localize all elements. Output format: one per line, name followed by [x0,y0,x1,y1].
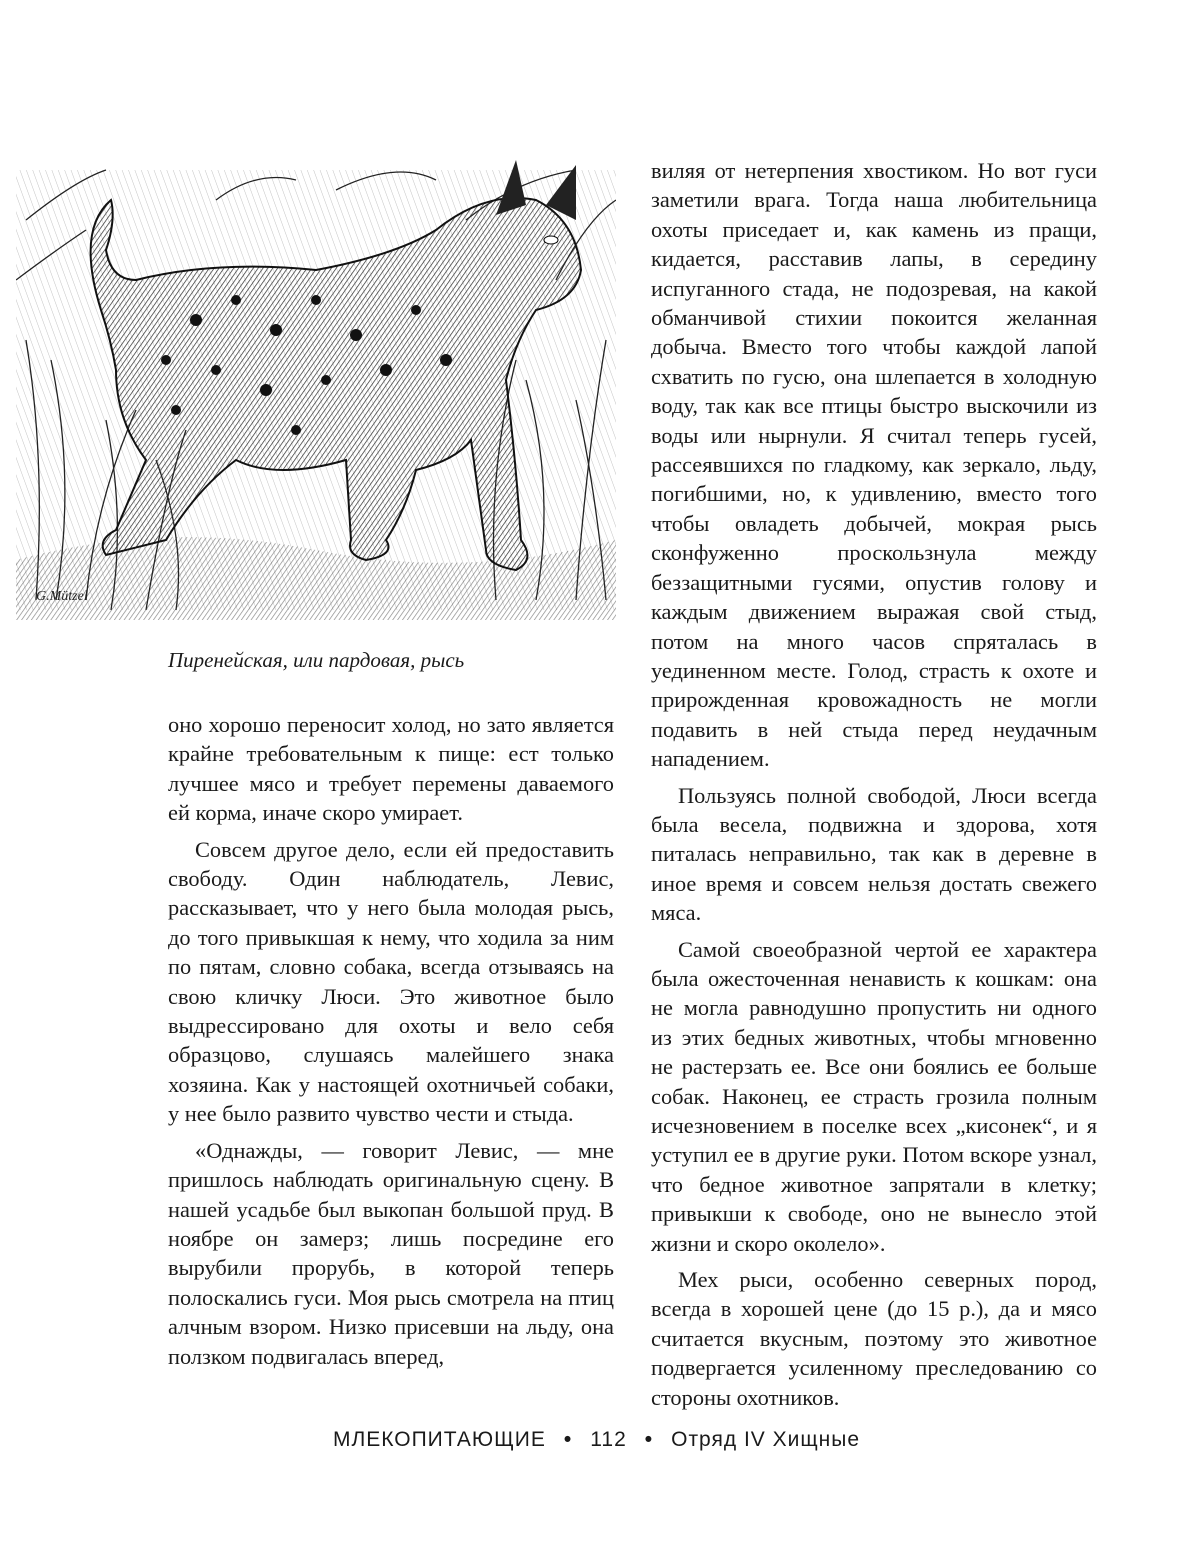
lynx-engraving [16,160,616,620]
figure-caption: Пиренейская, или пардовая, рысь [168,648,465,672]
left-column [168,710,614,1378]
paragraph: Совсем другое дело, если ей предоставить свободу. Один наблюдатель, Левис, рассказывает, что у него была молодая рысь, до того привыкшая к нему, что ходила за ним по пятам, словно собака, всегда отзываясь на свою кличку Люси. Это животное было выдрессировано для охоты и вело себя образцово, слушаясь малейшего знака хозяина. Как у настоящей охотничьей собаки, у нее было развито чувство чести и стыда. [168,836,614,1127]
section-title: МЛЕКОПИТАЮЩИЕ [332,1428,546,1451]
separator-dot: • [644,1428,654,1451]
page-footer [0,1428,1193,1452]
paragraph: «Однажды, — говорит Левис, — мне пришлось наблюдать оригинальную сцену. В нашей усадьбе был выкопан большой пруд. В ноябре он замерз; лишь посредине его вырубили прорубь, в которой теперь полоскались гуси. Моя рысь смотрела на птиц алчным взором. Низко присевши на льду, она ползком подвигалась вперед, [168,1137,614,1369]
paragraph: оно хорошо переносит холод, но зато является крайне требовательным к пище: ест только лучшее мясо и требует перемены даваемого ей корма, иначе скоро умирает. [168,712,614,826]
separator-dot: • [563,1428,573,1451]
page-number: 112 [590,1428,627,1451]
paragraph: Пользуясь полной свободой, Люси всегда была весела, подвижна и здорова, хотя питалась неправильно, так как в деревне в иное время и совсем нельзя достать свежего мяса. [651,782,1097,926]
paragraph: Самой своеобразной чертой ее характера была ожесточенная ненависть к кошкам: она не могла равнодушно пропустить ни одного из этих бедных животных, чтобы мгновенно не растерзать ее. Все они боялись ее больше собак. Наконец, ее страсть грозила полным исчезновением в поселке всех „кисонек“, и я уступил ее в другие руки. Потом вскоре узнал, что бедное животное запрятали в клетку; привыкши к свободе, оно не вынесло этой жизни и скоро околело». [651,936,1097,1256]
chapter-title: Отряд IV Хищные [671,1428,861,1451]
paragraph: Мех рыси, особенно северных пород, всегда в хорошей цене (до 15 р.), да и мясо считается вкусным, поэтому это животное подвергается усиленному преследованию со стороны охотников. [651,1267,1097,1410]
paragraph: виляя от нетерпения хвостиком. Но вот гуси заметили врага. Тогда наша любительница охоты приседает и, как камень из пращи, кидается, расставив лапы, в середину испуганного стада, не подозревая, на какой обманчивой стихии покоится желанная добыча. Вместо того чтобы каждой лапой схватить по гусю, она шлепается в холодную воду, так как все птицы быстро выскочили из воды или нырнули. Я считал теперь гусей, рассеявшихся по гладкому, как зеркало, льду, погибшими, но, к удивлению, вместо того чтобы овладеть добычей, мокрая рысь сконфуженно проскользнула между беззащитными гусями, опустив голову и каждым движением выражая свой стыд, потом на много часов спряталась в уединенном месте. Голод, страсть к охоте и прирожденная кровожадность не могли подавить в ней стыда перед неудачным нападением. [651,158,1097,772]
artist-signature: G.Mützel [36,589,88,604]
lynx-illustration [16,160,616,620]
right-column [651,156,1097,1419]
